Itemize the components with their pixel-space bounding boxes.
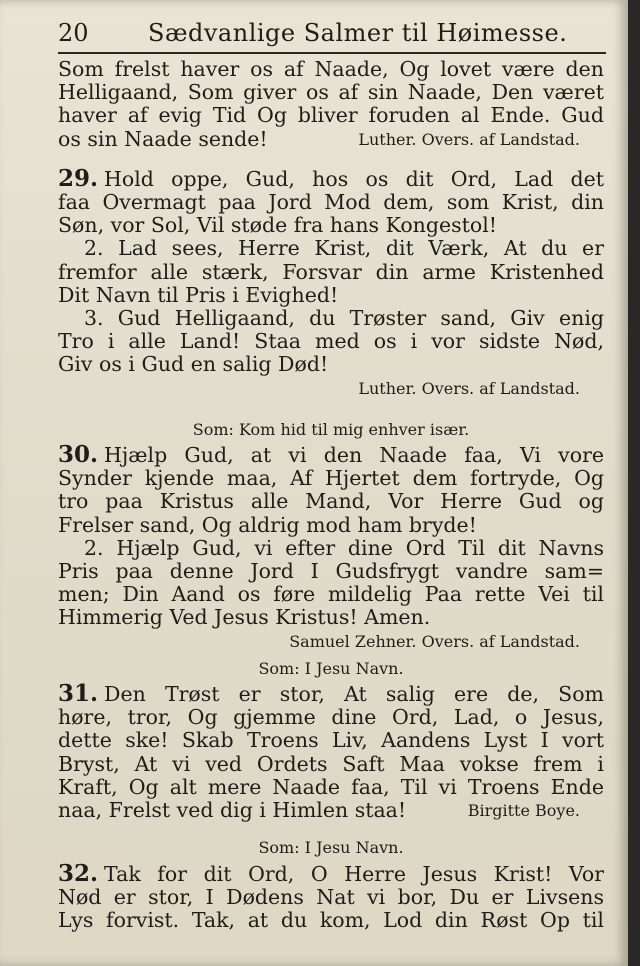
hymn-number: 31. [58, 680, 99, 708]
hymn-number: 29. [58, 164, 99, 192]
text-line: fremfor alle stærk, Forsvar din arme Kristenhed [58, 259, 604, 284]
attribution: Luther. Overs. af Landstad. [358, 378, 580, 398]
hymn-first-line: 29. Hold oppe, Gud, hos os dit Ord, Lad det [58, 164, 604, 192]
text-line: Som frelst haver os af Naade, Og lovet være den [58, 57, 604, 81]
text-line: tro paa Kristus alle Mand, Vor Herre Gud og [58, 489, 604, 514]
hymn-first-line: 30. Hjælp Gud, at vi den Naade faa, Vi vore [58, 441, 604, 469]
text-line: Helligaand, Som giver os af sin Naade, Den været [58, 80, 604, 105]
text-line: os sin Naade sende! [58, 126, 268, 151]
verse-start: 2. Hjælp Gud, vi efter dine Ord Til dit Navns [84, 535, 604, 560]
hymn-first-line: 32. Tak for dit Ord, O Herre Jesus Krist! Vor [58, 859, 604, 887]
page-body [58, 58, 604, 932]
text-line: men; Din Aand os føre mildelig Paa rette Vei til [58, 582, 604, 607]
text-line: høre, tror, Og gjemme dine Ord, Lad, o Jesus, [58, 705, 604, 730]
running-title: Sædvanlige Salmer til Høimesse. [148, 19, 568, 47]
text-line: Dit Navn til Pris i Evighed! [58, 282, 339, 307]
page-header [58, 16, 606, 50]
text-line: Pris paa denne Jord I Gudsfrygt vandre sam= [58, 559, 604, 584]
melody-note: Som: I Jesu Navn. [258, 838, 404, 858]
verse-start: 3. Gud Helligaand, du Trøster sand, Giv enig [84, 306, 604, 331]
attribution: Luther. Overs. af Landstad. [358, 129, 580, 149]
text-line: naa, Frelst ved dig i Himlen staa! [58, 798, 407, 823]
header-rule [58, 52, 606, 54]
verse-start: 2. Lad sees, Herre Krist, dit Værk, At du er [84, 236, 604, 261]
text-line: Tro i alle Land! Staa med os i vor sidste Nød, [58, 329, 604, 354]
text-line: Himmerig Ved Jesus Kristus! Amen. [58, 605, 431, 630]
attribution: Birgitte Boye. [467, 801, 580, 821]
text-line: Bryst, At vi ved Ordets Saft Maa vokse frem i [58, 751, 604, 776]
page-number: 20 [58, 19, 89, 47]
attribution: Samuel Zehner. Overs. af Landstad. [289, 631, 580, 651]
text-line: Frelser sand, Og aldrig mod ham bryde! [58, 512, 477, 537]
hymn-number: 30. [58, 441, 99, 469]
text-line: Nød er stor, I Dødens Nat vi bor, Du er Livsens [58, 884, 604, 909]
text-line-with-attribution [58, 128, 604, 151]
text-line: Giv os i Gud en salig Død! [58, 352, 329, 377]
text-line: Synder kjende maa, Af Hjertet dem fortryde, Og [58, 466, 604, 491]
text-line-with-attribution [58, 799, 604, 822]
text-line: faa Overmagt paa Jord Mod dem, som Krist, din [58, 190, 604, 215]
melody-note: Som: I Jesu Navn. [258, 658, 404, 678]
text-line: haver af evig Tid Og bliver foruden al Ende. Gud [58, 103, 604, 128]
text-line: Søn, vor Sol, Vil støde fra hans Kongestol! [58, 213, 498, 238]
text-line: Kraft, Og alt mere Naade faa, Til vi Troens Ende [58, 774, 604, 799]
melody-note: Som: Kom hid til mig enhver især. [192, 419, 470, 439]
hymn-first-line: 31. Den Trøst er stor, At salig ere de, Som [58, 680, 604, 708]
text-line: Lys forvist. Tak, at du kom, Lod din Røst Op til [58, 907, 604, 932]
text-line: dette ske! Skab Troens Liv, Aandens Lyst I vort [58, 728, 604, 753]
hymn-number: 32. [58, 859, 99, 887]
